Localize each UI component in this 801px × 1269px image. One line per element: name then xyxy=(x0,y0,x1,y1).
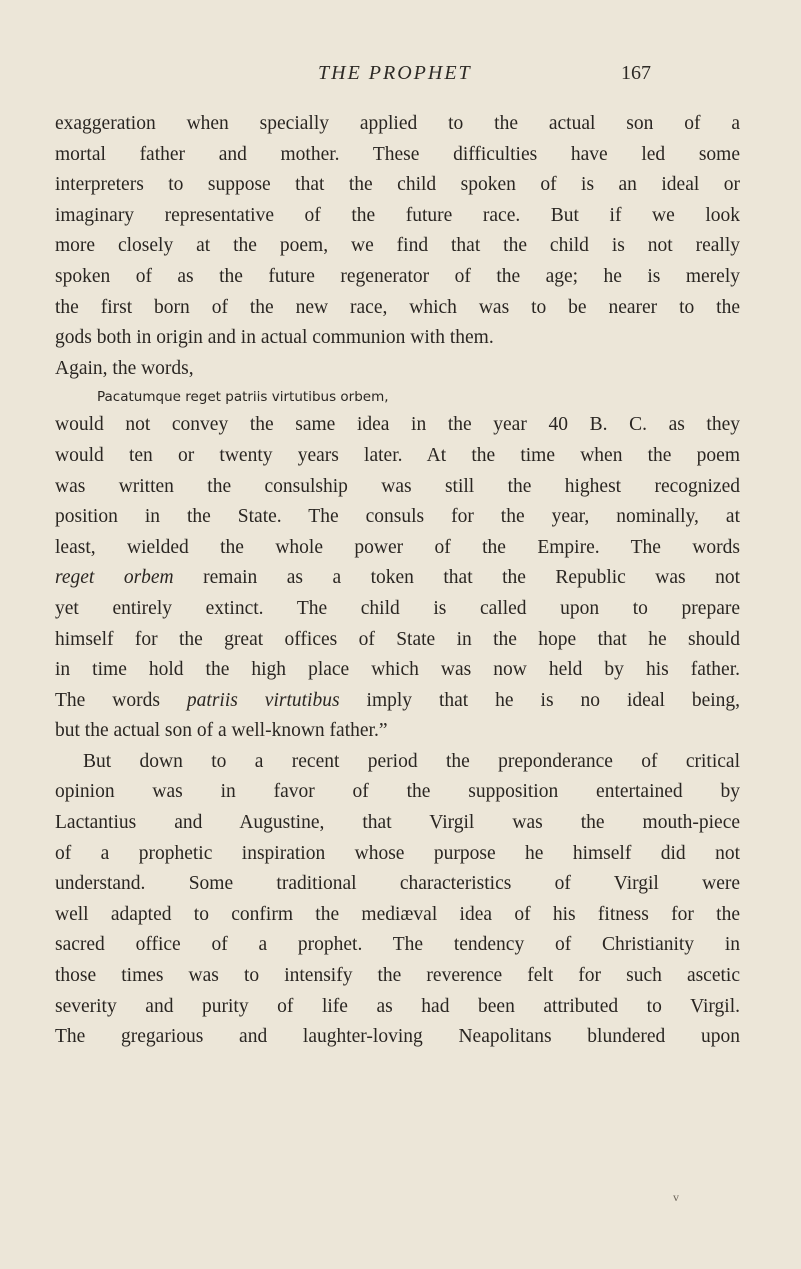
text-fragment: imply that he is no ideal being, xyxy=(339,689,740,711)
text-line: imaginary representative of the future race. But if we look xyxy=(55,204,740,226)
text-line: interpreters to suppose that the child spoken of is an ideal or xyxy=(55,174,740,196)
text-line: gods both in origin and in actual communion with them. xyxy=(55,327,494,349)
text-line: well adapted to confirm the mediæval idea of his fitness for the xyxy=(55,903,740,925)
text-line: understand. Some traditional characteristics of Virgil were xyxy=(55,873,740,895)
text-line: least, wielded the whole power of the Empire. The words xyxy=(55,536,740,558)
text-line: exaggeration when specially applied to the actual son of a xyxy=(55,113,740,134)
text-line: The gregarious and laughter-loving Neapolitans blundered upon xyxy=(55,1026,740,1048)
text-line: sacred office of a prophet. The tendency of Christianity in xyxy=(55,934,740,956)
body-text xyxy=(55,109,740,1053)
running-head: THE PROPHET xyxy=(318,62,472,84)
text-fragment: remain as a token that the Republic was not xyxy=(173,567,740,589)
text-line: spoken of as the future regenerator of the age; he is merely xyxy=(55,265,740,287)
text-line: Again, the words, xyxy=(55,357,194,379)
text-line xyxy=(55,563,740,594)
text-line xyxy=(55,686,740,717)
latin-phrase: reget orbem xyxy=(55,567,174,589)
text-line: was written the consulship was still the highest recognized xyxy=(55,475,740,497)
text-line: but the actual son of a well-known father.” xyxy=(55,720,388,742)
text-line: of a prophetic inspiration whose purpose he himself did not xyxy=(55,842,740,864)
text-line: Lactantius and Augustine, that Virgil was the mouth-piece xyxy=(55,812,740,834)
text-line: would ten or twenty years later. At the time when the poem xyxy=(55,444,740,466)
text-line: those times was to intensify the reverence felt for such ascetic xyxy=(55,965,740,987)
text-line: severity and purity of life as had been attributed to Virgil. xyxy=(55,995,740,1017)
text-line: yet entirely extinct. The child is called upon to prepare xyxy=(55,597,740,619)
text-line: opinion was in favor of the supposition entertained by xyxy=(55,781,740,803)
page-number: 167 xyxy=(621,62,651,84)
text-line: himself for the great offices of State in the hope that he should xyxy=(55,628,740,650)
text-line: position in the State. The consuls for the year, nominally, at xyxy=(55,506,740,528)
text-line: the first born of the new race, which was to be nearer to the xyxy=(55,296,740,318)
text-fragment: The words xyxy=(55,689,187,711)
text-line: mortal father and mother. These difficulties have led some xyxy=(55,143,740,165)
text-line: But down to a recent period the preponderance of critical xyxy=(83,750,740,772)
text-line: would not convey the same idea in the year 40 B. C. as they xyxy=(55,414,740,436)
signature-mark: v xyxy=(673,1190,679,1204)
latin-phrase: patriis virtutibus xyxy=(186,689,340,711)
page-header xyxy=(0,62,801,92)
latin-quotation: Pacatumque reget patriis virtutibus orbem, xyxy=(97,389,389,406)
text-line: in time hold the high place which was now held by his father. xyxy=(55,659,740,681)
text-line: more closely at the poem, we find that the child is not really xyxy=(55,235,740,257)
